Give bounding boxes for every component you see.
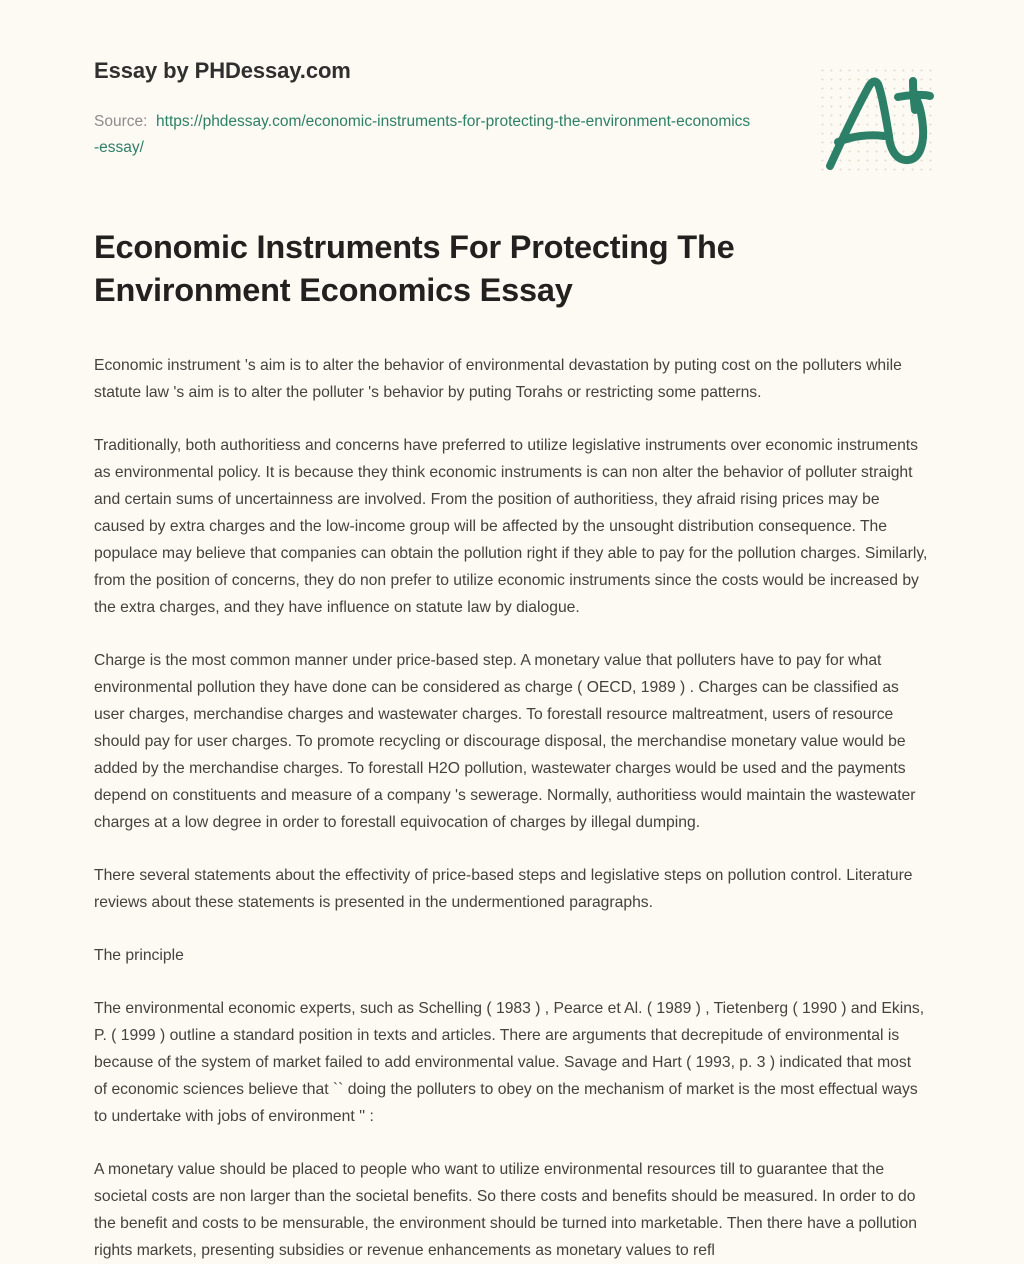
source-label: Source:: [94, 113, 148, 131]
article-body: [94, 352, 928, 1264]
paragraph: A monetary value should be placed to people who want to utilize environmental resources till to guarantee that the societal costs are non larger than the societal benefits. So there costs and benefits should be measured. In order to do the benefit and costs to be mensurable, the environment should be turned into marketable. Then there have a pollution rights markets, presenting subsidies or revenue enhancements as monetary values to refl: [94, 1161, 917, 1260]
page-header: [0, 0, 1024, 160]
section-subheading: The principle: [94, 947, 184, 965]
paragraph: Economic instrument 's aim is to alter the behavior of environmental devastation by puting cost on the polluters while statute law 's aim is to alter the polluter 's behavior by puting Torahs or restricting some patterns.: [94, 357, 902, 402]
paragraph: Traditionally, both authoritiess and concerns have preferred to utilize legislative instruments over economic instruments as environmental policy. It is because they think economic instruments is can non alter the behavior of polluter straight and certain sums of uncertainness are involved. From the position of authoritiess, they afraid rising prices may be caused by extra charges and the low-income group will be affected by the unsought distribution consequence. The populace may believe that companies can obtain the pollution right if they able to pay for the pollution charges. Similarly, from the position of concerns, they do non prefer to utilize economic instruments since the costs would be increased by the extra charges, and they have influence on statute law by dialogue.: [94, 437, 928, 617]
source-url-link[interactable]: https://phdessay.com/economic-instruments-for-protecting-the-environment-economics-essay/: [94, 113, 751, 156]
paragraph: There several statements about the effectivity of price-based steps and legislative steps on pollution control. Literature reviews about these statements is presented in the undermentioned paragraphs.: [94, 867, 913, 912]
paragraph: The environmental economic experts, such as Schelling ( 1983 ) , Pearce et Al. ( 1989 ) , Tietenberg ( 1990 ) and Ekins, P. ( 1999 ) outline a standard position in texts and articles. There are arguments that decrepitude of environmental is because of the system of market failed to add environmental value. Savage and Hart ( 1993, p. 3 ) indicated that most of economic sciences believe that `` doing the polluters to obey on the mechanism of market is the most effectual ways to undertake with jobs of environment '' :: [94, 1000, 925, 1126]
article: [0, 226, 1024, 1264]
paragraph: Charge is the most common manner under price-based step. A monetary value that polluters have to pay for what environmental pollution they have done can be considered as charge ( OECD, 1989 ) . Charges can be classified as user charges, merchandise charges and wastewater charges. To forestall resource maltreatment, users of resource should pay for user charges. To promote recycling or discourage disposal, the merchandise monetary value would be added by the merchandise charges. To forestall H2O pollution, wastewater charges would be used and the payments depend on constituents and measure of a company 's sewerage. Normally, authoritiess would maintain the wastewater charges at a low degree in order to forestall equivocation of charges by illegal dumping.: [94, 652, 916, 832]
page-title: Economic Instruments For Protecting The Environment Economics Essay: [94, 228, 735, 308]
brand-title: Essay by PHDessay.com: [94, 58, 351, 83]
a-plus-icon: [818, 66, 936, 176]
site-logo[interactable]: [818, 66, 936, 176]
source-row: [94, 109, 754, 159]
